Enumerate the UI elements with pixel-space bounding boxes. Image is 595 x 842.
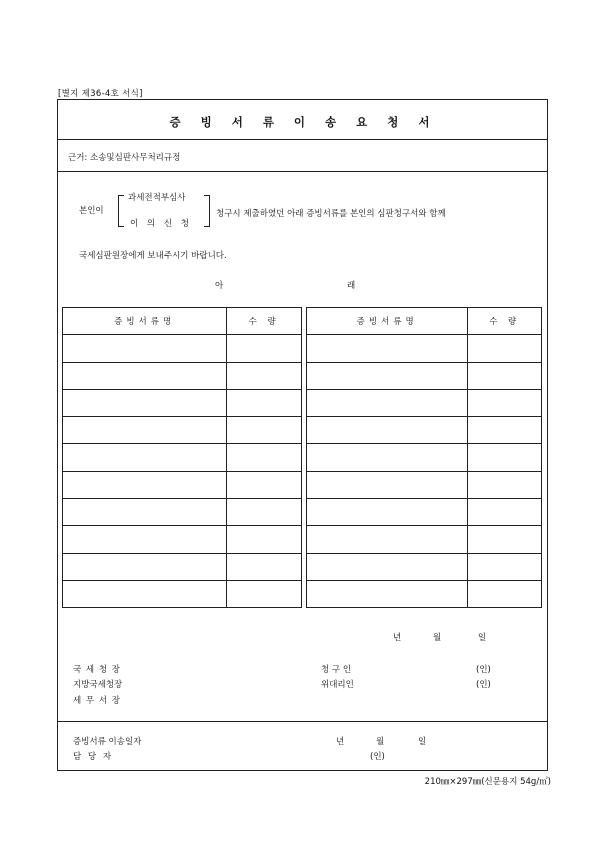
quantity-cell[interactable] bbox=[468, 417, 542, 444]
table-row bbox=[307, 389, 542, 416]
officer-label: 담 당 자 bbox=[73, 752, 114, 762]
basis-text: 근거: 소송및심판사무처리규정 bbox=[68, 153, 181, 163]
table-row bbox=[307, 417, 542, 444]
doc-name-cell[interactable] bbox=[63, 362, 227, 389]
evidence-table-right bbox=[306, 307, 542, 608]
col-header-quantity: 수 량 bbox=[468, 308, 542, 335]
table-row bbox=[307, 553, 542, 580]
table-row bbox=[63, 526, 302, 553]
doc-name-cell[interactable] bbox=[307, 471, 468, 498]
quantity-cell[interactable] bbox=[227, 389, 302, 416]
doc-name-cell[interactable] bbox=[63, 444, 227, 471]
doc-name-cell[interactable] bbox=[63, 499, 227, 526]
table-row bbox=[63, 499, 302, 526]
table-row bbox=[63, 362, 302, 389]
doc-name-cell[interactable] bbox=[307, 553, 468, 580]
form-label: [별지 제36-4호 서식] bbox=[58, 89, 143, 99]
request-type-bracket bbox=[118, 193, 210, 227]
table-row bbox=[307, 499, 542, 526]
divider bbox=[58, 721, 547, 722]
transfer-month-label: 월 bbox=[376, 737, 385, 747]
doc-name-cell[interactable] bbox=[307, 526, 468, 553]
quantity-cell[interactable] bbox=[227, 580, 302, 607]
recipient-nts-commissioner: 국 세 청 장 bbox=[73, 665, 121, 675]
doc-name-cell[interactable] bbox=[63, 417, 227, 444]
table-row bbox=[63, 444, 302, 471]
requester-prefix: 본인이 bbox=[79, 206, 104, 216]
below-left: 아 bbox=[215, 281, 224, 291]
table-row bbox=[63, 389, 302, 416]
agent-label: 위대리인 bbox=[321, 680, 354, 690]
quantity-cell[interactable] bbox=[468, 580, 542, 607]
date-year-label: 년 bbox=[393, 633, 402, 643]
quantity-cell[interactable] bbox=[227, 417, 302, 444]
below-right: 래 bbox=[347, 281, 356, 291]
doc-name-cell[interactable] bbox=[63, 471, 227, 498]
form-frame bbox=[57, 99, 548, 771]
transfer-year-label: 년 bbox=[336, 737, 345, 747]
divider bbox=[58, 139, 547, 140]
quantity-cell[interactable] bbox=[468, 444, 542, 471]
doc-name-cell[interactable] bbox=[63, 580, 227, 607]
quantity-cell[interactable] bbox=[468, 362, 542, 389]
quantity-cell[interactable] bbox=[468, 553, 542, 580]
option-pre-assessment-review: 과세전적부심사 bbox=[128, 193, 186, 203]
table-row bbox=[63, 471, 302, 498]
table-row bbox=[307, 580, 542, 607]
doc-name-cell[interactable] bbox=[307, 362, 468, 389]
doc-name-cell[interactable] bbox=[307, 580, 468, 607]
quantity-cell[interactable] bbox=[227, 499, 302, 526]
table-row bbox=[307, 471, 542, 498]
table-row bbox=[63, 417, 302, 444]
table-row bbox=[307, 444, 542, 471]
col-header-doc-name: 증빙서류명 bbox=[307, 308, 468, 335]
claimant-seal: (인) bbox=[476, 665, 491, 675]
recipient-regional-commissioner: 지방국세청장 bbox=[73, 680, 123, 690]
doc-name-cell[interactable] bbox=[307, 444, 468, 471]
doc-name-cell[interactable] bbox=[63, 526, 227, 553]
quantity-cell[interactable] bbox=[468, 499, 542, 526]
evidence-table-left bbox=[62, 307, 302, 608]
date-day-label: 일 bbox=[478, 633, 487, 643]
col-header-doc-name: 증빙서류명 bbox=[63, 308, 227, 335]
option-objection: 이 의 신 청 bbox=[130, 219, 192, 229]
doc-name-cell[interactable] bbox=[63, 553, 227, 580]
quantity-cell[interactable] bbox=[468, 335, 542, 362]
agent-seal: (인) bbox=[476, 680, 491, 690]
quantity-cell[interactable] bbox=[227, 471, 302, 498]
recipient-district-director: 세 무 서 장 bbox=[73, 696, 121, 706]
quantity-cell[interactable] bbox=[468, 389, 542, 416]
quantity-cell[interactable] bbox=[227, 553, 302, 580]
transfer-date-label: 증빙서류 이송일자 bbox=[73, 737, 142, 747]
table-row bbox=[63, 580, 302, 607]
quantity-cell[interactable] bbox=[227, 444, 302, 471]
claimant-label: 청 구 인 bbox=[321, 665, 352, 675]
table-row bbox=[307, 362, 542, 389]
paper-spec: 210㎜×297㎜(신문용지 54g/㎡) bbox=[424, 777, 551, 787]
officer-seal: (인) bbox=[370, 752, 385, 762]
table-row bbox=[307, 335, 542, 362]
quantity-cell[interactable] bbox=[227, 335, 302, 362]
doc-name-cell[interactable] bbox=[307, 389, 468, 416]
quantity-cell[interactable] bbox=[468, 526, 542, 553]
date-month-label: 월 bbox=[433, 633, 442, 643]
page-title: 증 빙 서 류 이 송 요 청 서 bbox=[169, 115, 438, 129]
quantity-cell[interactable] bbox=[468, 471, 542, 498]
doc-name-cell[interactable] bbox=[307, 499, 468, 526]
doc-name-cell[interactable] bbox=[63, 335, 227, 362]
quantity-cell[interactable] bbox=[227, 362, 302, 389]
table-row bbox=[63, 335, 302, 362]
table-row bbox=[63, 553, 302, 580]
quantity-cell[interactable] bbox=[227, 526, 302, 553]
doc-name-cell[interactable] bbox=[63, 389, 227, 416]
col-header-quantity: 수 량 bbox=[227, 308, 302, 335]
table-row bbox=[307, 526, 542, 553]
transfer-day-label: 일 bbox=[418, 737, 427, 747]
body-line-1: 청구시 제출하였던 아래 증빙서류를 본인의 심판청구서와 함께 bbox=[216, 209, 446, 219]
divider bbox=[58, 171, 547, 172]
doc-name-cell[interactable] bbox=[307, 417, 468, 444]
body-line-2: 국세심판원장에게 보내주시기 바랍니다. bbox=[79, 251, 227, 261]
doc-name-cell[interactable] bbox=[307, 335, 468, 362]
